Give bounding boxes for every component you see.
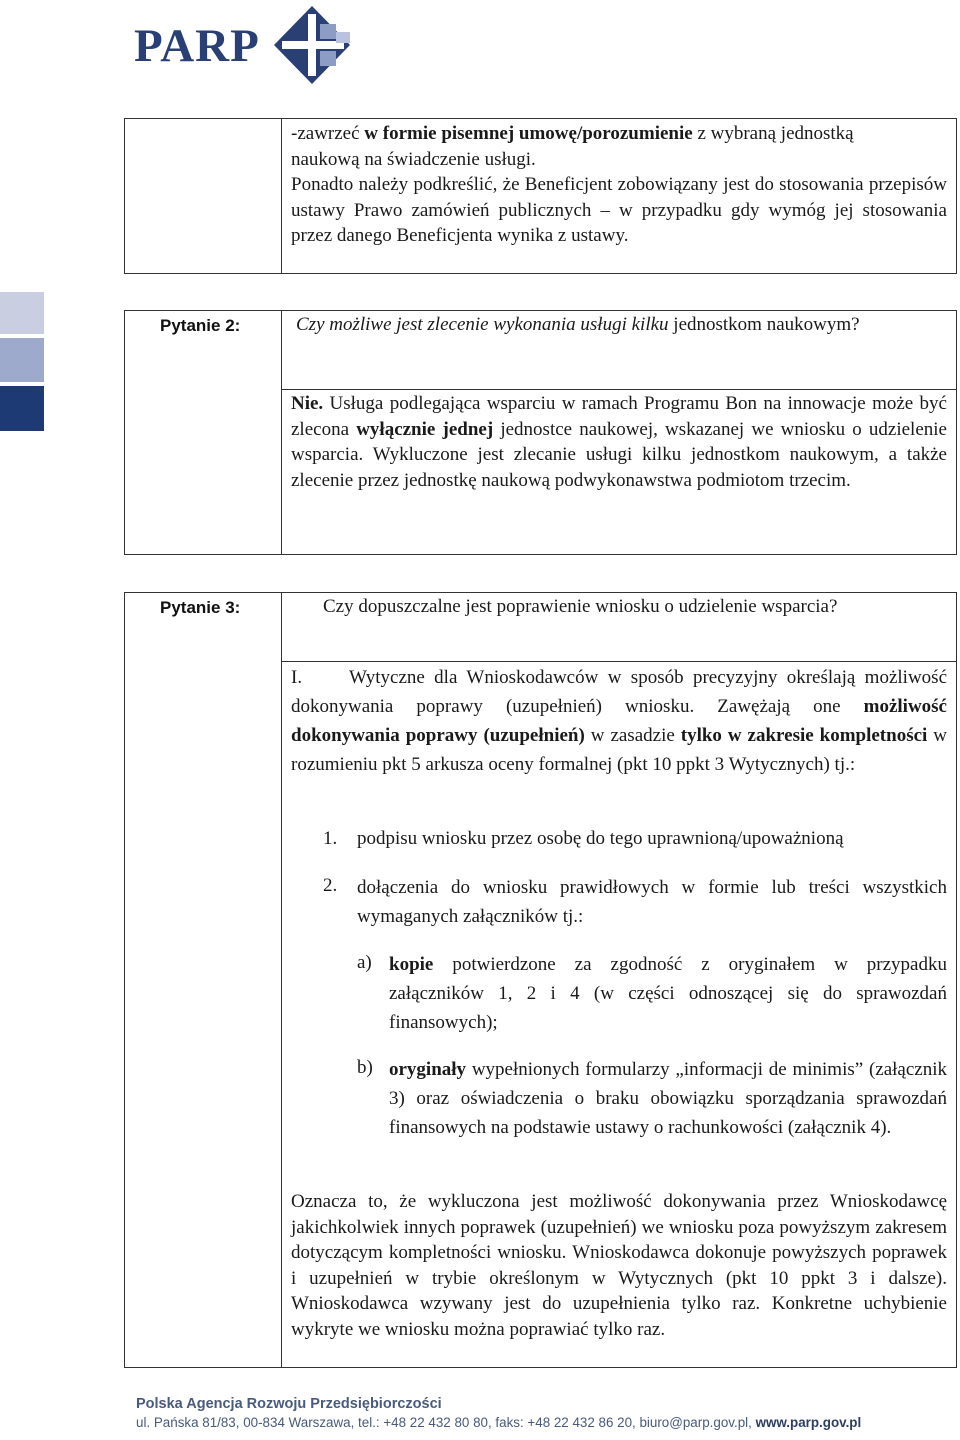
list-item-2-number: 2. bbox=[323, 875, 338, 896]
question-2-text: Czy możliwe jest zlecenie wykonania usługi kilku jednostkom naukowym? bbox=[296, 314, 860, 335]
answer-3-closing: Oznacza to, że wykluczona jest możliwość dokonywania przez Wnioskodawcę jakichkolwiek innych poprawek (uzupełnień) we wniosku poza powyższym zakresem dotyczącym kompletności wniosku. Wnioskodawca dokonuje powyższych poprawek i uzupełnień w trybie określonym w Wytycznych (pkt 10 ppkt 3 i dalsze). Wnioskodawca wzywany jest do uzupełnienia tylko raz. Konkretne uchybienie wykryte we wniosku można poprawiać tylko raz. bbox=[291, 1191, 947, 1340]
side-stripe-dark bbox=[0, 386, 44, 431]
side-stripe-light bbox=[0, 292, 44, 334]
sub-item-a: kopie potwierdzone za zgodność z oryginałem w przypadku załączników 1, 2 i 4 (w części odnoszącej się do sprawozdań finansowych); bbox=[389, 954, 947, 1033]
footer-address: ul. Pańska 81/83, 00-834 Warszawa, tel.: +48 22 432 80 80, faks: +48 22 432 86 20, biuro@parp.gov.pl, www.parp.gov.pl bbox=[136, 1415, 862, 1430]
answer-2-text: Nie. Usługa podlegająca wsparciu w ramach Programu Bon na innowacje może być zlecona wyłącznie jednej jednostce naukowej, wskazanej we wniosku o udzielenie wsparcia. Wykluczone jest zlecanie usługi kilku jednostkom naukowym, a także zlecenie przez jednostkę naukową podwykonawstwa podmiotom trzecim. bbox=[291, 393, 947, 491]
footer-organization: Polska Agencja Rozwoju Przedsiębiorczości bbox=[136, 1396, 442, 1412]
list-item-1: podpisu wniosku przez osobę do tego uprawnioną/upoważnioną bbox=[357, 828, 844, 849]
logo-text: PARP bbox=[134, 20, 260, 72]
question-2-label: Pytanie 2: bbox=[160, 316, 241, 335]
question-3-label: Pytanie 3: bbox=[160, 598, 241, 617]
list-item-1-number: 1. bbox=[323, 828, 338, 849]
sub-item-b-letter: b) bbox=[357, 1057, 373, 1078]
parp-logo bbox=[134, 4, 364, 84]
answer-3-intro: I. Wytyczne dla Wnioskodawców w sposób precyzyjny określają możliwość dokonywania poprawy (uzupełnień) wniosku. Zawężają one możliwość dokonywania poprawy (uzupełnień) w zasadzie tylko w zakresie kompletności w rozumieniu pkt 5 arkusza oceny formalnej (pkt 10 ppkt 3 Wytycznych) tj.: bbox=[291, 667, 947, 775]
logo-mark-icon bbox=[270, 6, 354, 84]
sub-item-a-letter: a) bbox=[357, 952, 372, 973]
continuation-text: -zawrzeć w formie pisemnej umowę/porozumienie z wybraną jednostką naukową na świadczenie usługi. Ponadto należy podkreślić, że Beneficjent zobowiązany jest do stosowania przepisów ustawy Prawo zamówień publicznych – w przypadku gdy wymóg jej stosowania przez danego Beneficjenta wynika z ustawy. bbox=[291, 123, 947, 247]
list-item-2: dołączenia do wniosku prawidłowych w formie lub treści wszystkich wymaganych załączników tj.: bbox=[357, 877, 947, 927]
side-stripe-mid bbox=[0, 338, 44, 382]
footer-website-link[interactable]: www.parp.gov.pl bbox=[755, 1415, 862, 1430]
sub-item-b: oryginały wypełnionych formularzy „informacji de minimis” (załącznik 3) oraz oświadczenia o braku obowiązku sporządzania sprawozdań finansowych na podstawie ustawy o rachunkowości (załącznik 4). bbox=[389, 1059, 947, 1138]
question-3-text: Czy dopuszczalne jest poprawienie wniosku o udzielenie wsparcia? bbox=[323, 596, 838, 617]
